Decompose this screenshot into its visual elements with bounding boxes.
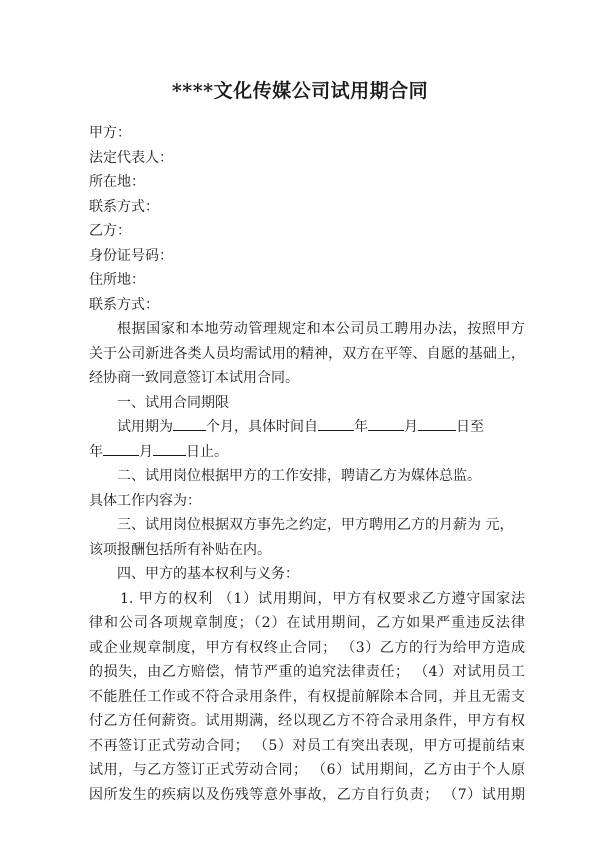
section-3-line: 三、试用岗位根据双方事先之约定，甲方聘用乙方的月薪为 元， bbox=[117, 517, 514, 533]
preamble-line: 根据国家和本地劳动管理规定和本公司员工聘用办法，按照甲方 bbox=[117, 321, 525, 337]
text-segment: 月 bbox=[139, 443, 153, 460]
field-party-b: 乙方： bbox=[89, 223, 131, 239]
section-4-line: 不再签订正式劳动合同； （5）对员工有突出表现，甲方可提前结束 bbox=[89, 737, 525, 754]
section-4-line: 试用，与乙方签订正式劳动合同； （6）试用期间，乙方由于个人原 bbox=[89, 762, 525, 778]
field-legal-representative: 法定代表人： bbox=[89, 149, 173, 166]
blank-start-year bbox=[318, 416, 354, 431]
preamble-line: 关于公司新进各类人员均需试用的精神，双方在平等、自愿的基础上， bbox=[89, 345, 525, 362]
section-4-line: 或企业规章制度，甲方有权终止合同； （3）乙方的行为给甲方造成 bbox=[89, 639, 525, 656]
field-id-number: 身份证号码： bbox=[89, 247, 173, 264]
text-segment: 年 bbox=[354, 419, 368, 435]
text-segment: 月 bbox=[404, 419, 418, 435]
section-4-line: 的损失，由乙方赔偿，情节严重的追究法律责任； （4）对试用员工 bbox=[89, 664, 525, 680]
section-1-heading: 一、试用合同期限 bbox=[117, 394, 229, 411]
preamble-line: 经协商一致同意签订本试用合同。 bbox=[89, 370, 299, 386]
section-4-line: 律和公司各项规章制度；（2）在试用期间，乙方如果严重违反法律 bbox=[89, 615, 525, 631]
section-2-line: 二、试用岗位根据甲方的工作安排，聘请乙方为媒体总监。 bbox=[117, 468, 481, 484]
contract-body bbox=[89, 121, 525, 807]
section-4-line: 1. 甲方的权利 （1）试用期间，甲方有权要求乙方遵守国家法 bbox=[120, 590, 525, 607]
section-4-line: 因所发生的疾病以及伤残等意外事故，乙方自行负责； （7）试用期 bbox=[89, 786, 525, 803]
field-party-a-location: 所在地： bbox=[89, 174, 145, 190]
text-segment: 年 bbox=[89, 443, 103, 460]
text-segment: 日至 bbox=[456, 419, 484, 435]
text-segment: 日止。 bbox=[186, 443, 228, 460]
contract-title: ****文化传媒公司试用期合同 bbox=[171, 80, 429, 102]
field-party-b-residence: 住所地： bbox=[89, 272, 145, 288]
probation-end-line bbox=[89, 440, 525, 465]
field-party-a-contact: 联系方式： bbox=[89, 198, 159, 215]
section-4-line: 不能胜任工作或不符合录用条件，有权提前解除本合同，并且无需支 bbox=[89, 688, 525, 705]
blank-end-month bbox=[103, 441, 139, 456]
field-party-a: 甲方： bbox=[89, 125, 131, 141]
section-3-line: 该项报酬包括所有补贴在内。 bbox=[89, 541, 271, 558]
blank-months bbox=[173, 416, 206, 431]
blank-start-month bbox=[368, 416, 404, 431]
blank-end-day bbox=[153, 441, 186, 456]
probation-period-line bbox=[89, 415, 525, 440]
section-4-line: 付乙方任何薪资。试用期满，经以现乙方不符合录用条件，甲方有权 bbox=[89, 713, 525, 729]
blank-start-day bbox=[418, 416, 456, 431]
field-party-b-contact: 联系方式： bbox=[89, 296, 159, 313]
job-content-line: 具体工作内容为： bbox=[89, 492, 201, 509]
text-segment: 试用期为 bbox=[117, 419, 173, 435]
section-4-heading: 四、甲方的基本权利与义务： bbox=[117, 566, 299, 582]
text-segment: 个月，具体时间自 bbox=[206, 419, 318, 435]
